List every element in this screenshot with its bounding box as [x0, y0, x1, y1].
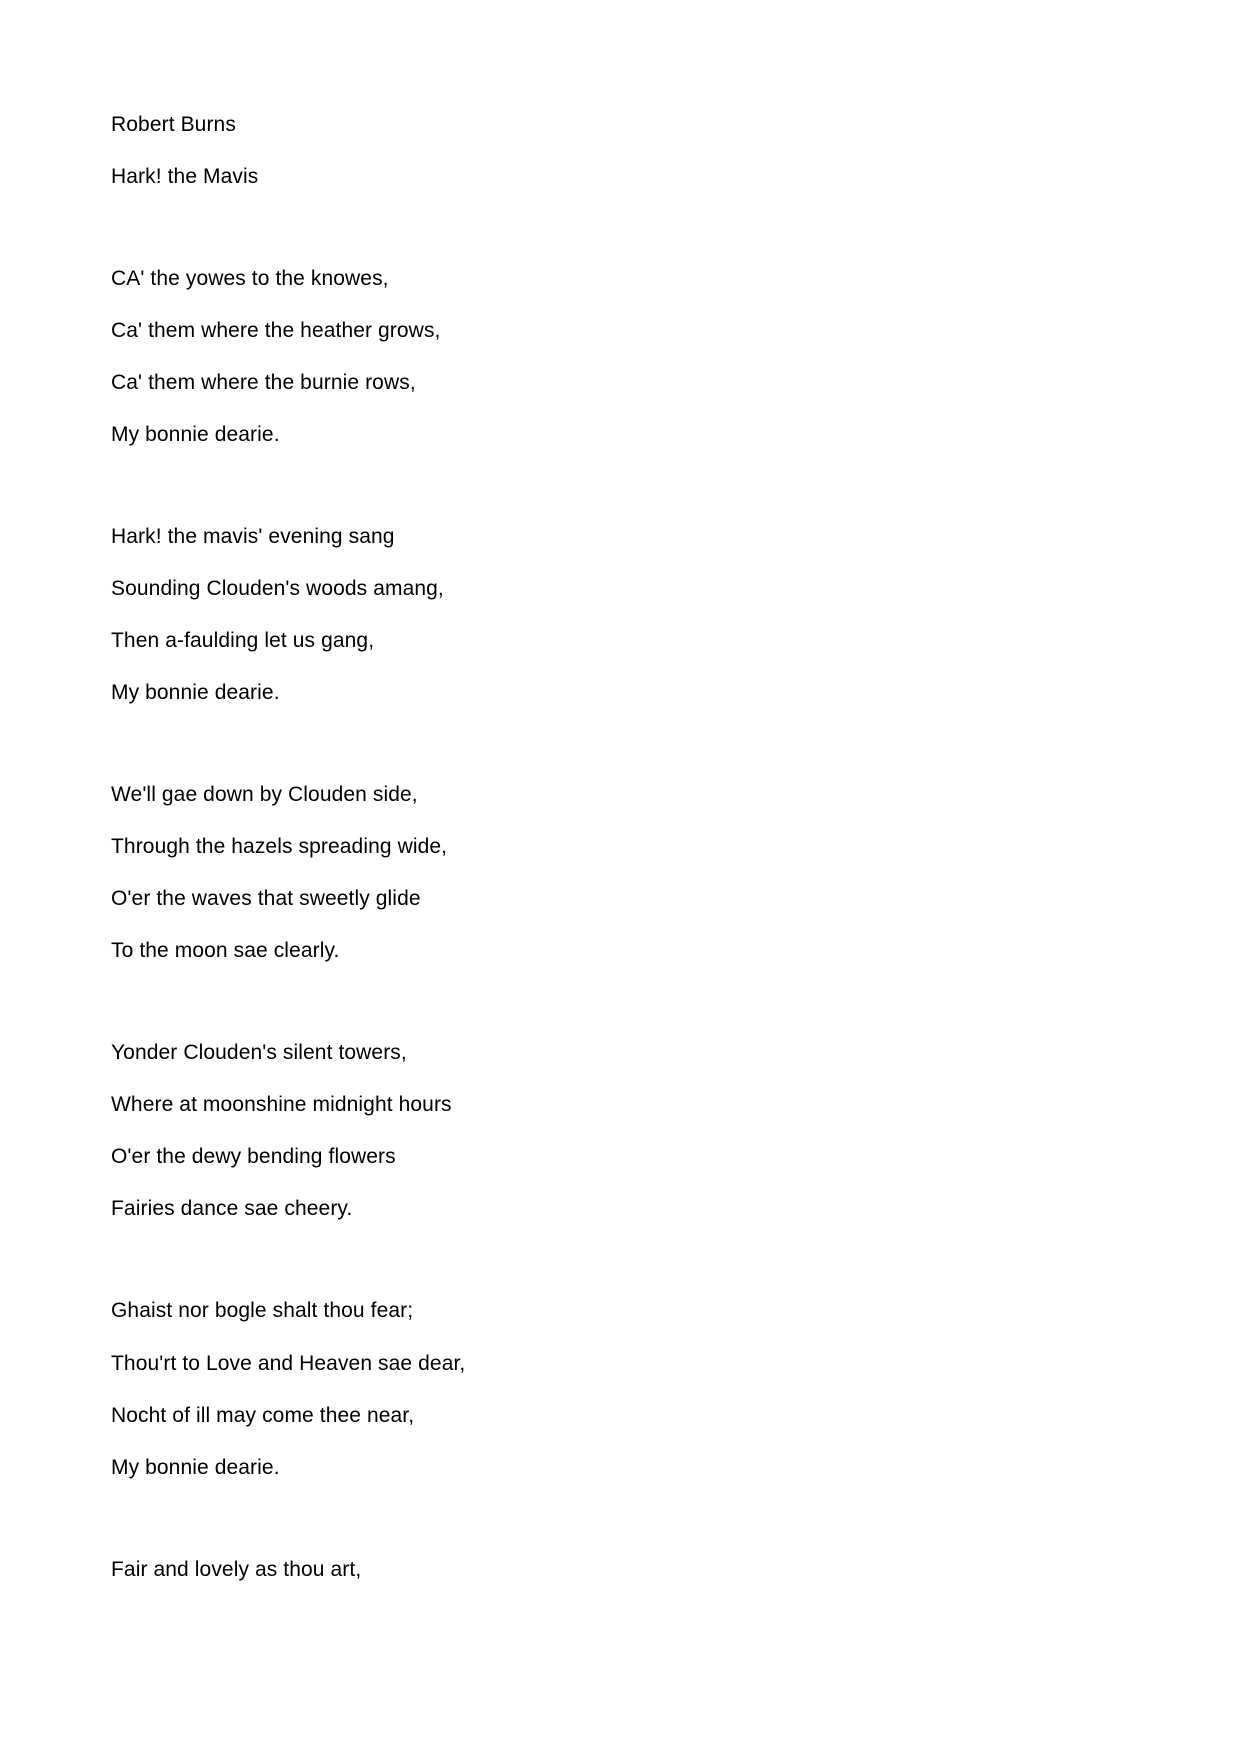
poem-line: Sounding Clouden's woods amang,: [111, 577, 444, 600]
poem-line: My bonnie dearie.: [111, 681, 280, 704]
poem-line: Ca' them where the burnie rows,: [111, 371, 416, 394]
poem-title: Hark! the Mavis: [111, 165, 259, 188]
poem-line: Yonder Clouden's silent towers,: [111, 1041, 407, 1064]
poem-line: Through the hazels spreading wide,: [111, 835, 448, 858]
poem-line: Ghaist nor bogle shalt thou fear;: [111, 1299, 414, 1322]
poem-line: Where at moonshine midnight hours: [111, 1093, 452, 1116]
poem-line: Then a-faulding let us gang,: [111, 629, 375, 652]
poem-line: To the moon sae clearly.: [111, 939, 340, 962]
poem-line: My bonnie dearie.: [111, 423, 280, 446]
poem-line: Fair and lovely as thou art,: [111, 1558, 362, 1581]
poem-line: We'll gae down by Clouden side,: [111, 783, 418, 806]
poem-line: Thou'rt to Love and Heaven sae dear,: [111, 1352, 466, 1375]
poem-line: Fairies dance sae cheery.: [111, 1197, 353, 1220]
poem-line: My bonnie dearie.: [111, 1456, 280, 1479]
poem-line: Nocht of ill may come thee near,: [111, 1404, 415, 1427]
poem-line: O'er the waves that sweetly glide: [111, 887, 421, 910]
poem-line: CA' the yowes to the knowes,: [111, 267, 389, 290]
author-name: Robert Burns: [111, 113, 236, 136]
poem-line: Ca' them where the heather grows,: [111, 319, 441, 342]
poem-line: O'er the dewy bending flowers: [111, 1145, 396, 1168]
poem-line: Hark! the mavis' evening sang: [111, 525, 395, 548]
